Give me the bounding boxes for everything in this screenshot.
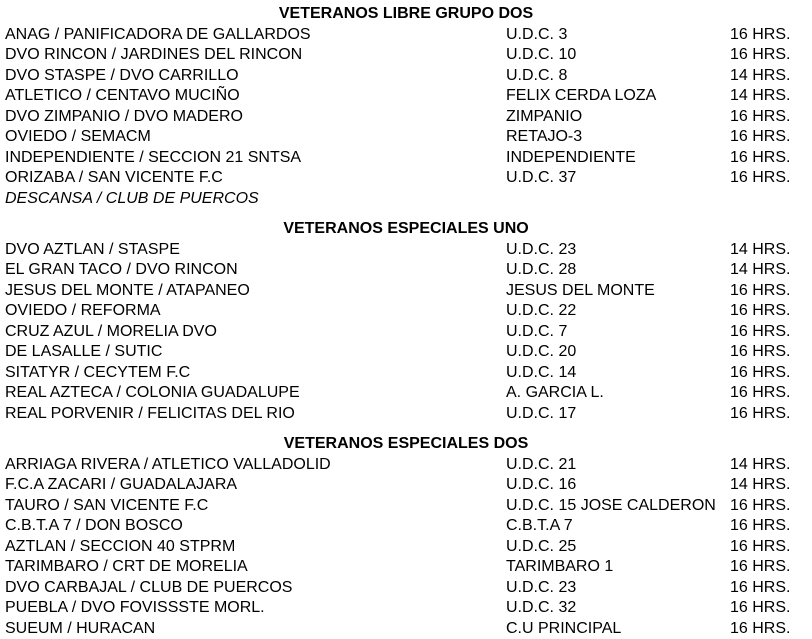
venue-name: U.D.C. 37 [506,168,730,189]
venue-name: C.U PRINCIPAL [506,619,730,639]
match-teams: INDEPENDIENTE / SECCION 21 SNTSA [5,148,506,169]
match-row [0,404,812,425]
venue-name: ZIMPANIO [506,107,730,128]
match-teams: EL GRAN TACO / DVO RINCON [5,260,506,281]
schedule-section [0,219,812,424]
kickoff-time: 14 HRS. [730,260,812,281]
venue-name: U.D.C. 21 [506,455,730,476]
venue-name: U.D.C. 28 [506,260,730,281]
match-row [0,383,812,404]
match-teams: DESCANSA / CLUB DE PUERCOS [5,189,506,210]
kickoff-time: 16 HRS. [730,578,812,599]
kickoff-time: 14 HRS. [730,475,812,496]
venue-name: C.B.T.A 7 [506,516,730,537]
venue-name: U.D.C. 32 [506,598,730,619]
bye-row [0,189,812,210]
match-row [0,516,812,537]
match-row [0,455,812,476]
venue-name: U.D.C. 15 JOSE CALDERON [506,496,730,517]
match-row [0,342,812,363]
venue-name: INDEPENDIENTE [506,148,730,169]
kickoff-time: 16 HRS. [730,598,812,619]
match-teams: DVO RINCON / JARDINES DEL RINCON [5,45,506,66]
match-row [0,66,812,87]
match-row [0,578,812,599]
kickoff-time: 16 HRS. [730,516,812,537]
match-row [0,260,812,281]
venue-name: U.D.C. 16 [506,475,730,496]
match-teams: AZTLAN / SECCION 40 STPRM [5,537,506,558]
match-teams: DVO STASPE / DVO CARRILLO [5,66,506,87]
schedule-section [0,434,812,639]
match-row [0,127,812,148]
venue-name: TARIMBARO 1 [506,557,730,578]
match-teams: REAL PORVENIR / FELICITAS DEL RIO [5,404,506,425]
match-teams: CRUZ AZUL / MORELIA DVO [5,322,506,343]
kickoff-time: 16 HRS. [730,619,812,639]
kickoff-time: 16 HRS. [730,127,812,148]
match-row [0,322,812,343]
match-teams: REAL AZTECA / COLONIA GUADALUPE [5,383,506,404]
venue-name: U.D.C. 25 [506,537,730,558]
match-row [0,496,812,517]
kickoff-time: 14 HRS. [730,455,812,476]
match-row [0,25,812,46]
kickoff-time: 16 HRS. [730,45,812,66]
match-row [0,107,812,128]
kickoff-time: 16 HRS. [730,363,812,384]
kickoff-time: 16 HRS. [730,557,812,578]
match-teams: DVO ZIMPANIO / DVO MADERO [5,107,506,128]
venue-name: U.D.C. 17 [506,404,730,425]
match-row [0,45,812,66]
match-teams: SITATYR / CECYTEM F.C [5,363,506,384]
venue-name: U.D.C. 10 [506,45,730,66]
match-teams: ATLETICO / CENTAVO MUCIÑO [5,86,506,107]
match-teams: PUEBLA / DVO FOVISSSTE MORL. [5,598,506,619]
match-teams: SUEUM / HURACAN [5,619,506,639]
kickoff-time: 16 HRS. [730,383,812,404]
venue-name: U.D.C. 23 [506,578,730,599]
match-row [0,86,812,107]
venue-name: U.D.C. 14 [506,363,730,384]
match-teams: C.B.T.A 7 / DON BOSCO [5,516,506,537]
venue-name: U.D.C. 7 [506,322,730,343]
kickoff-time: 16 HRS. [730,107,812,128]
venue-name [506,189,730,210]
match-row [0,301,812,322]
match-row [0,557,812,578]
match-teams: DVO AZTLAN / STASPE [5,240,506,261]
kickoff-time: 16 HRS. [730,281,812,302]
section-title: VETERANOS ESPECIALES UNO [0,219,812,240]
match-teams: TARIMBARO / CRT DE MORELIA [5,557,506,578]
venue-name: JESUS DEL MONTE [506,281,730,302]
match-teams: TAURO / SAN VICENTE F.C [5,496,506,517]
kickoff-time: 16 HRS. [730,342,812,363]
kickoff-time: 14 HRS. [730,86,812,107]
venue-name: RETAJO-3 [506,127,730,148]
match-row [0,240,812,261]
kickoff-time: 16 HRS. [730,148,812,169]
kickoff-time: 16 HRS. [730,537,812,558]
schedule-section [0,4,812,209]
venue-name: U.D.C. 3 [506,25,730,46]
match-row [0,475,812,496]
match-row [0,168,812,189]
kickoff-time [730,189,812,210]
kickoff-time: 14 HRS. [730,240,812,261]
venue-name: U.D.C. 22 [506,301,730,322]
section-title: VETERANOS ESPECIALES DOS [0,434,812,455]
kickoff-time: 16 HRS. [730,168,812,189]
match-row [0,537,812,558]
kickoff-time: 16 HRS. [730,404,812,425]
match-teams: DE LASALLE / SUTIC [5,342,506,363]
match-teams: OVIEDO / SEMACM [5,127,506,148]
match-row [0,598,812,619]
venue-name: U.D.C. 23 [506,240,730,261]
venue-name: A. GARCIA L. [506,383,730,404]
kickoff-time: 16 HRS. [730,322,812,343]
kickoff-time: 14 HRS. [730,66,812,87]
match-row [0,148,812,169]
venue-name: U.D.C. 8 [506,66,730,87]
venue-name: FELIX CERDA LOZA [506,86,730,107]
section-title: VETERANOS LIBRE GRUPO DOS [0,4,812,25]
match-teams: ARRIAGA RIVERA / ATLETICO VALLADOLID [5,455,506,476]
venue-name: U.D.C. 20 [506,342,730,363]
match-row [0,363,812,384]
match-row [0,281,812,302]
kickoff-time: 16 HRS. [730,25,812,46]
match-teams: DVO CARBAJAL / CLUB DE PUERCOS [5,578,506,599]
match-teams: ANAG / PANIFICADORA DE GALLARDOS [5,25,506,46]
match-teams: OVIEDO / REFORMA [5,301,506,322]
kickoff-time: 16 HRS. [730,496,812,517]
match-row [0,619,812,639]
match-teams: ORIZABA / SAN VICENTE F.C [5,168,506,189]
match-teams: JESUS DEL MONTE / ATAPANEO [5,281,506,302]
kickoff-time: 16 HRS. [730,301,812,322]
match-teams: F.C.A ZACARI / GUADALAJARA [5,475,506,496]
